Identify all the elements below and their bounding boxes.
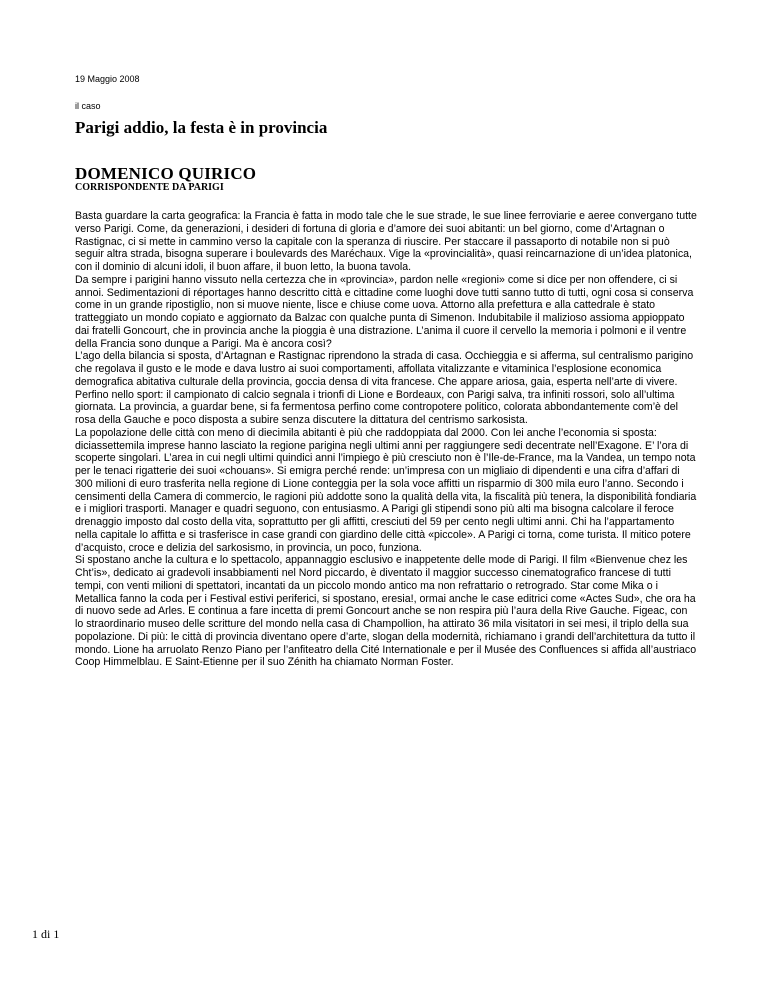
article-date: 19 Maggio 2008 — [75, 74, 140, 84]
section-label: il caso — [75, 101, 101, 111]
article-paragraph: La popolazione delle città con meno di diecimila abitanti è più che raddoppiata dal 2000. Con lei anche l’economia si sposta: diciassettemila imprese hanno lasciato la regione parigina negli ultimi anni per raggiungere sedi decentrate nell’Exagone. E’ l’ora di scoperte singolari. L’area in cui negli ultimi quindici anni l’impiego è più cresciuto non è l’Ile-de-France, ma la Vandea, un tempo nota per le tenaci rigatterie dei suoi «chouans». Si emigra perché rende: un’impresa con un migliaio di dipendenti e una cifra d’affari di 300 milioni di euro trasferita nella regione di Lione conteggia per la sola voce affitti un risparmio di 300 mila euro l’anno. Secondo i censimenti della Camera di commercio, le ragioni più addotte sono la qualità della vita, la fiscalità più tenera, la disponibilità fondiaria e i migliori trasporti. Manager e quadri seguono, con entusiasmo. A Parigi gli stipendi sono più alti ma bisogna calcolare il feroce drenaggio imposto dal costo della vita, soprattutto per gli affitti, cresciuti del 59 per cento negli ultimi anni. Chi ha l’appartamento nella capitale lo affitta e si trasferisce in case grandi con giardino delle città «piccole». A Parigi ci torna, come turista. Il mitico potere d’acquisto, croce e delizia del sarkosismo, in provincia, un poco, funziona. — [75, 426, 697, 554]
article-paragraph: Si spostano anche la cultura e lo spettacolo, appannaggio esclusivo e inappetente delle mode di Parigi. Il film «Bienvenue chez les Cht’is», dedicato ai gradevoli insabbiamenti nel Nord piccardo, è diventato il maggior successo cinematografico francese di tutti tempi, con venti milioni di spettatori, incantati da un piccolo mondo antico ma non refrattario o retrogrado. Star come Mika o i Metallica fanno la coda per i Festival estivi periferici, si spostano, eresia!, ormai anche le case editrici come «Actes Sud», che ora ha di nuovo sede ad Arles. E continua a fare incetta di premi Goncourt anche se non respira più l’aura della Rive Gauche. Figeac, con lo straordinario museo delle scritture del mondo nella casa di Champollion, ha attirato 36 mila visitatori in sei mesi, il triplo della sua popolazione. Di più: le città di provincia diventano opere d’arte, slogan della modernità, richiamano i grandi dell’architettura da tutto il mondo. Lione ha arruolato Renzo Piano per l’anfiteatro della Cité Internationale e per il Musée des Confluences si affida all’austriaco Coop Himmelblau. E Saint-Etienne per il suo Zénith ha chiamato Norman Foster. — [75, 554, 697, 669]
article-paragraph: Da sempre i parigini hanno vissuto nella certezza che in «provincia», pardon nelle «regioni» come si dice per non offendere, ci si annoi. Sedimentazioni di réportages hanno descritto città e cittadine come luoghi dove tutti sanno tutto di tutti, ogni cosa si conserva come in un grande ripostiglio, non si muove niente, lisce e chiuse come uova. Attorno alla prefettura e alla cattedrale è stato tratteggiato un mondo copiato e aggiornato da Balzac con qualche punta di Simenon. Indubitabile il malizioso assioma appioppato dai fratelli Goncourt, che in provincia anche la pioggia è una distrazione. L’anima il cuore il cervello la memoria i polmoni e il ventre della Francia sono dunque a Parigi. Ma è ancora così? — [75, 273, 694, 350]
author-role: CORRISPONDENTE DA PARIGI — [75, 182, 224, 193]
article-paragraph: L’ago della bilancia si sposta, d’Artagnan e Rastignac riprendono la strada di casa. Occhieggia e si afferma, sul centralismo parigino che regolava il gusto e le mode e dava lustro ai suoi comportamenti, affollata vitalizzante e vitaminica l’esplosione economica demografica abitativa culturale della provincia, goccia densa di vita francese. Che appare ariosa, gaia, esperta nell’arte di vivere. Perfino nello sport: il campionato di calcio segnala i trionfi di Lione e Bordeaux, con Parigi salva, tra infiniti rossori, solo all’ultima giornata. La provincia, a guardar bene, si fa fermentosa perfino come contropotere politico, colorata abbondantemente com’è del rosa della Gauche e poco disposta a subire senza discutere la dittatura del centrismo sarkosista. — [75, 350, 694, 426]
article-author: DOMENICO QUIRICO — [75, 164, 257, 183]
article-title: Parigi addio, la festa è in provincia — [75, 118, 328, 137]
page-number: 1 di 1 — [32, 927, 60, 941]
article-body — [75, 210, 697, 669]
article-paragraph: Basta guardare la carta geografica: la Francia è fatta in modo tale che le sue strade, le sue linee ferroviarie e aeree convergano tutte verso Parigi. Come, da generazioni, i desideri di fortuna di gloria e d’amore dei suoi abitanti: un bel giorno, come d’Artagnan o Rastignac, ci si mette in cammino verso la capitale con la speranza di riuscire. Per staccare il passaporto di notabile non si può seguir altra strada, bisogna superare i boulevards des Maréchaux. Vige la «provincialità», quasi reincarnazione di un’idea platonica, con il dominio di alcuni idoli, il buon affare, il buon letto, la buona tavola. — [75, 210, 697, 273]
